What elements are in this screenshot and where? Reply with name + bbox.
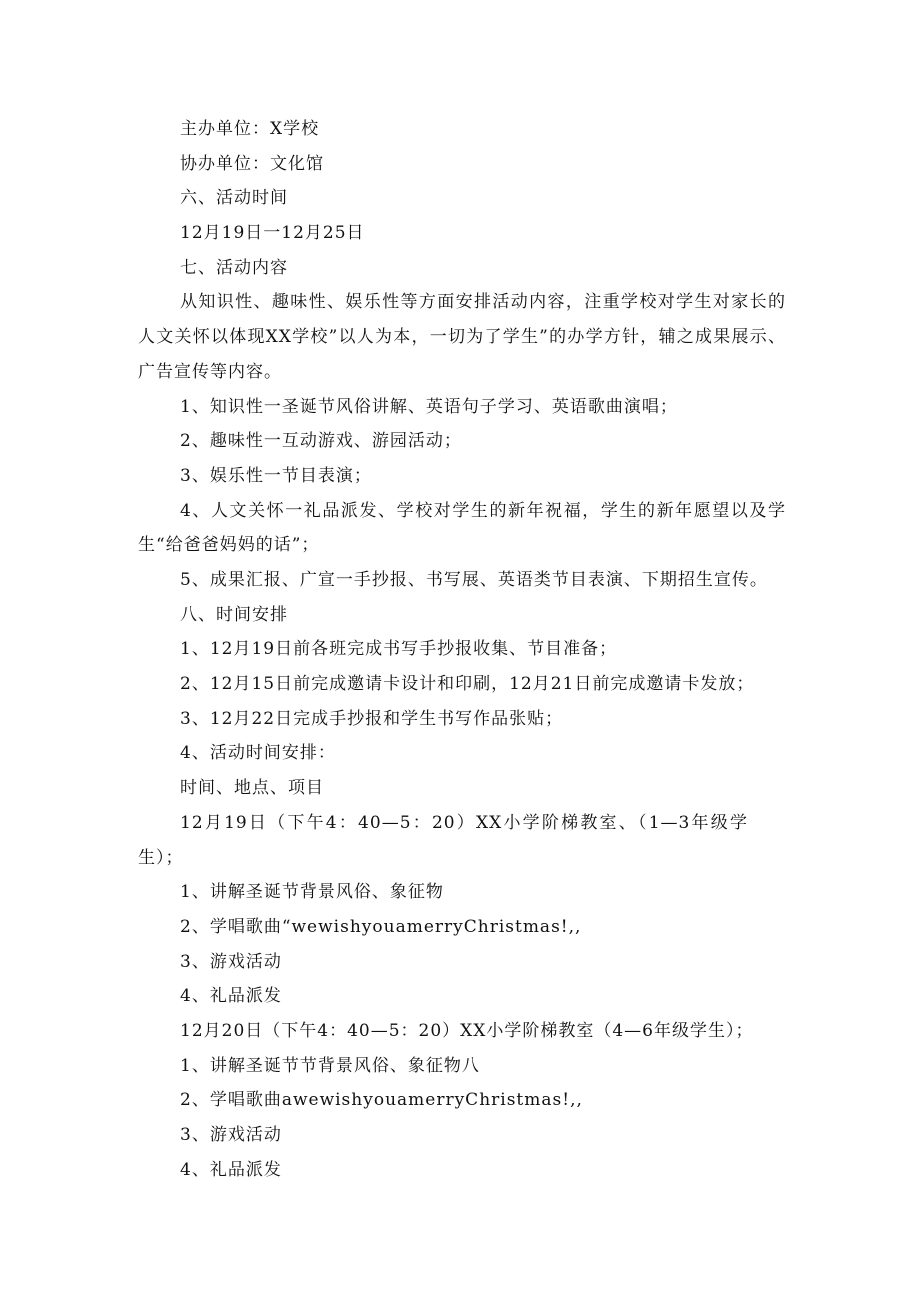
- activity-dates: 12月19日一12月25日: [180, 223, 365, 244]
- content-item-1: 1、知识性一圣诞节风俗讲解、英语句子学习、英语歌曲演唱；: [180, 396, 678, 417]
- section-heading-schedule: 八、时间安排: [180, 604, 288, 625]
- section-heading-time: 六、活动时间: [180, 188, 288, 209]
- schedule-item-4: 4、活动时间安排：: [180, 743, 336, 764]
- session-2-item-1: 1、讲解圣诞节节背景风俗、象征物八: [180, 1055, 480, 1076]
- session-2-item-4: 4、礼品派发: [180, 1159, 282, 1180]
- co-organizer-line: 协办单位：文化馆: [180, 153, 324, 174]
- schedule-item-3: 3、12月22日完成手抄报和学生书写作品张贴；: [180, 708, 564, 729]
- session-1-item-1: 1、讲解圣诞节背景风俗、象征物: [180, 882, 444, 903]
- session-1-item-2: 2、学唱歌曲“wewishyouamerryChristmas!,,: [180, 916, 582, 937]
- content-item-5: 5、成果汇报、广宣一手抄报、书写展、英语类节目表演、下期招生宣传。: [180, 570, 768, 591]
- schedule-item-1: 1、12月19日前各班完成书写手抄报收集、节目准备；: [180, 639, 618, 660]
- session-1-header: 12月19日（下午4：40—5：20）XX小学阶梯教室、（1—3年级学生）；: [138, 812, 748, 868]
- session-1-item-3: 3、游戏活动: [180, 951, 282, 972]
- content-item-2: 2、趣味性一互动游戏、游园活动；: [180, 431, 462, 452]
- session-2-item-3: 3、游戏活动: [180, 1125, 282, 1146]
- organizer-line: 主办单位：X学校: [180, 119, 320, 139]
- content-item-4: 4、人文关怀一礼品派发、学校对学生的新年祝福，学生的新年愿望以及学生“给爸爸妈妈的话”；: [138, 500, 786, 556]
- session-2-header: 12月20日（下午4：40—5：20）XX小学阶梯教室（4—6年级学生）；: [180, 1020, 754, 1041]
- schedule-columns: 时间、地点、项目: [180, 778, 324, 799]
- document-body: [138, 112, 786, 1187]
- content-paragraph: 从知识性、趣味性、娱乐性等方面安排活动内容，注重学校对学生对家长的人文关怀以体现XX学校”以人为本，一切为了学生”的办学方针，辅之成果展示、广告宣传等内容。: [138, 292, 786, 382]
- session-2-item-2: 2、学唱歌曲awewishyouamerryChristmas!,,: [180, 1090, 583, 1111]
- schedule-item-2: 2、12月15日前完成邀请卡设计和印刷，12月21日前完成邀请卡发放；: [180, 674, 755, 695]
- section-heading-content: 七、活动内容: [180, 257, 288, 278]
- content-item-3: 3、娱乐性一节目表演；: [180, 465, 372, 486]
- session-1-item-4: 4、礼品派发: [180, 986, 282, 1007]
